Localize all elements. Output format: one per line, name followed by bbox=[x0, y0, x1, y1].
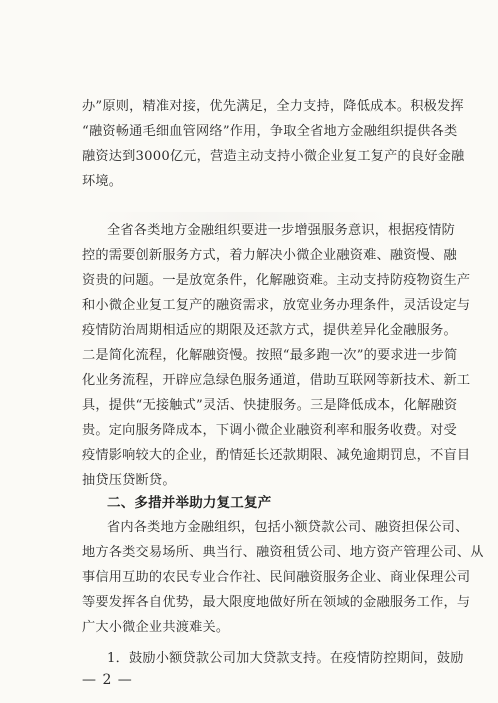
paragraph-line: 事信用互助的农民专业合作社、民间融资服务企业、商业保理公司 bbox=[82, 570, 471, 585]
paragraph-line: 控的需要创新服务方式，着力解决小微企业融资难、融资慢、融 bbox=[82, 248, 457, 263]
paragraph-line: 资贵的问题。一是放宽条件，化解融资难。主动支持防疫物资生产 bbox=[82, 273, 471, 288]
paragraph-line: 环境。 bbox=[82, 174, 123, 189]
paragraph-line: 抽贷压贷断贷。 bbox=[82, 473, 176, 488]
page-number: — 2 — bbox=[82, 672, 133, 688]
paragraph-line: “融资畅通毛细血管网络”作用，争取全省地方金融组织提供各类 bbox=[82, 124, 458, 139]
paragraph-line: 二是简化流程，化解融资慢。按照“最多跑一次”的要求进一步简 bbox=[82, 348, 458, 363]
paragraph-line: 融资达到3000亿元，营造主动支持小微企业复工复产的良好金融 bbox=[82, 149, 465, 164]
paragraph-line: 等要发挥各自优势，最大限度地做好所在领域的金融服务工作，与 bbox=[82, 595, 471, 610]
paragraph-line: 1．鼓励小额贷款公司加大贷款支持。在疫情防控期间，鼓励 bbox=[107, 651, 464, 666]
paragraph-line: 具，提供“无接触式”灵活、快捷服务。三是降低成本，化解融资 bbox=[82, 398, 458, 413]
paragraph-line: 办”原则，精准对接，优先满足，全力支持，降低成本。积极发挥 bbox=[82, 99, 464, 114]
paragraph-line: 疫情影响较大的企业，酌情延长还款期限、减免逾期罚息，不盲目 bbox=[82, 448, 471, 463]
paragraph-line: 和小微企业复工复产的融资需求，放宽业务办理条件，灵活设定与 bbox=[82, 298, 471, 313]
paragraph-line: 化业务流程，开辟应急绿色服务通道，借助互联网等新技术、新工 bbox=[82, 373, 471, 388]
paragraph-line: 广大小微企业共渡难关。 bbox=[82, 620, 230, 635]
paragraph-line: 贵。定向服务降成本，下调小微企业融资利率和服务收费。对受 bbox=[82, 423, 457, 438]
paragraph-line: 省内各类地方金融组织，包括小额贷款公司、融资担保公司、 bbox=[107, 520, 469, 535]
section-heading: 二、多措并举助力复工复产 bbox=[107, 495, 272, 511]
paragraph-line: 地方各类交易场所、典当行、融资租赁公司、地方资产管理公司、从 bbox=[82, 545, 484, 560]
paragraph-line: 疫情防治周期相适应的期限及还款方式，提供差异化金融服务。 bbox=[82, 323, 457, 338]
paragraph-line: 全省各类地方金融组织要进一步增强服务意识，根据疫情防 bbox=[107, 223, 456, 238]
